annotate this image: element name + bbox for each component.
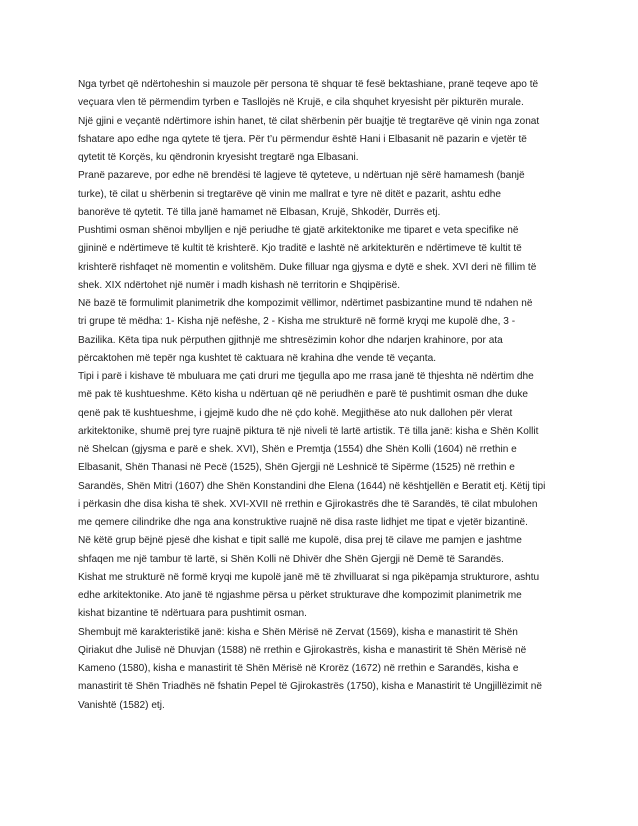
- text-line: Nga tyrbet që ndërtoheshin si mauzole për persona të shquar të fesë bektashiane, pranë teqeve apo të: [78, 79, 539, 90]
- text-line: më pak të kushtueshme. Këto kisha u ndërtuan që në periudhën e parë të pushtimit osman dhe duke: [78, 389, 529, 401]
- text-line: Pranë pazareve, por edhe në brendësi të lagjeve të qyteteve, u ndërtuan një sërë hamamesh (banjë: [78, 170, 525, 182]
- text-line: shek. XIX ndërtohet një numër i madh kishash në territorin e Shqipërisë.: [78, 279, 401, 291]
- text-line: gjininë e ndërtimeve të kultit të krishterë. Kjo traditë e lashtë në arkitekturën e ndërtimeve të kultit të: [78, 243, 522, 255]
- text-line: banorëve të qytetit. Të tilla janë hamamet në Elbasan, Krujë, Shkodër, Durrës etj.: [78, 206, 441, 218]
- text-line: veçuara vlen të përmendim tyrben e Tasllojës në Krujë, e cila shquhet kryesisht për pikturën murale.: [78, 97, 524, 109]
- text-line: turke), të cilat u shërbenin si tregtarëve që vinin me mallrat e tyre në ditët e pazarit, ashtu edhe: [78, 188, 502, 200]
- text-line: kishat bizantine të ndërtuara para pushtimit osman.: [78, 608, 307, 620]
- text-line: Qiriakut dhe Julisë në Dhuvjan (1588) në rrethin e Gjirokastrës, kisha e manastirit të Shën Mërisë në: [78, 644, 527, 656]
- text-line: Elbasanit, Shën Thanasi në Pecë (1525), Shën Gjergji në Leshnicë të Sipërme (1525) në rrethin e: [78, 462, 515, 474]
- text-line: Vanishtë (1582) etj.: [78, 699, 165, 711]
- text-line: Tipi i parë i kishave të mbuluara me çati druri me tjegulla apo me rrasa janë të thjeshta në ndërtim dhe: [78, 371, 534, 382]
- text-line: fshatare apo edhe nga qytete të tjera. Për t’u përmendur është Hani i Elbasanit në pazarin e vjetër të: [78, 133, 527, 145]
- text-line: qytetit të Korçës, ku qëndronin kryesisht tregtarë nga Elbasani.: [78, 152, 359, 163]
- text-line: Sarandës, Shën Mitri (1607) dhe Shën Konstandini dhe Elena (1644) në kështjellën e Beratit etj. Këtij tipi: [78, 480, 546, 492]
- text-line: Kishat me strukturë në formë kryqi me kupolë janë më të zhvilluarat si nga pikëpamja strukturore, ashtu: [78, 571, 540, 583]
- text-line: përcaktohen më tepër nga kushtet të caktuara në krahina dhe vende të veçanta.: [78, 352, 437, 364]
- text-line: me qemere cilindrike dhe nga ana konstruktive ruajnë në disa raste lidhjet me tipat e vjetër bizantinë.: [78, 517, 528, 528]
- document-body-text: [78, 76, 568, 715]
- text-line: Në bazë të formulimit planimetrik dhe kompozimit vëllimor, ndërtimet pasbizantine mund të ndahen në: [78, 298, 533, 309]
- text-line: Kameno (1580), kisha e manastirit të Shën Mërisë në Krorëz (1672) në rrethin e Sarandës, kisha e: [78, 663, 519, 674]
- text-line: tri grupe të mëdha: 1- Kisha një nefëshe, 2 - Kisha me strukturë në formë kryqi me kupolë dhe, 3 -: [78, 316, 516, 328]
- text-line: Shembujt më karakteristikë janë: kisha e Shën Mërisë në Zervat (1569), kisha e manastirit të Shën: [78, 626, 518, 638]
- text-line: në Shelcan (gjysma e parë e shek. XVI), Shën e Premtja (1554) dhe Shën Kolli (1604) në rrethin e: [78, 444, 517, 455]
- text-line: krishterë rishfaqet në momentin e volitshëm. Duke filluar nga gjysma e dytë e shek. XVI deri në fillim të: [78, 261, 537, 273]
- text-line: manastirit të Shën Triadhës në fshatin Pepel të Gjirokastrës (1750), kisha e Manastirit të Ungjillëzimit në: [78, 681, 542, 693]
- text-line: Bazilika. Këta tipa nuk përputhen gjithnjë me shtresëzimin kohor dhe ndarjen krahinore, por ata: [78, 334, 503, 346]
- text-line: Në këtë grup bëjnë pjesë dhe kishat e tipit sallë me kupolë, disa prej të cilave me pamjen e jashtme: [78, 535, 522, 547]
- text-line: shfaqen me një tambur të lartë, si Shën Kolli në Dhivër dhe Shën Gjergji në Demë të Sarandës.: [78, 553, 504, 565]
- text-line: qenë pak të kushtueshme, i gjejmë kudo dhe në çdo kohë. Megjithëse ato nuk dallohen për vlerat: [78, 407, 513, 419]
- text-line: arkitektonike, shumë prej tyre ruajnë piktura të një niveli të lartë artistik. Të tilla janë: kisha e Shën Kollit: [78, 425, 539, 437]
- text-line: Një gjini e veçantë ndërtimore ishin hanet, të cilat shërbenin për buajtje të tregtarëve që vinin nga zonat: [78, 115, 540, 127]
- text-line: edhe arkitektonike. Ato janë të ngjashme përsa u përket strukturave dhe kompozimit planimetrik me: [78, 590, 522, 601]
- text-line: i përkasin dhe disa kisha të shek. XVI-XVII në rrethin e Gjirokastrës dhe të Sarandës, të cilat mbulohen: [78, 498, 538, 510]
- text-line: Pushtimi osman shënoi mbylljen e një periudhe të gjatë arkitektonike me tiparet e veta specifike në: [78, 225, 519, 236]
